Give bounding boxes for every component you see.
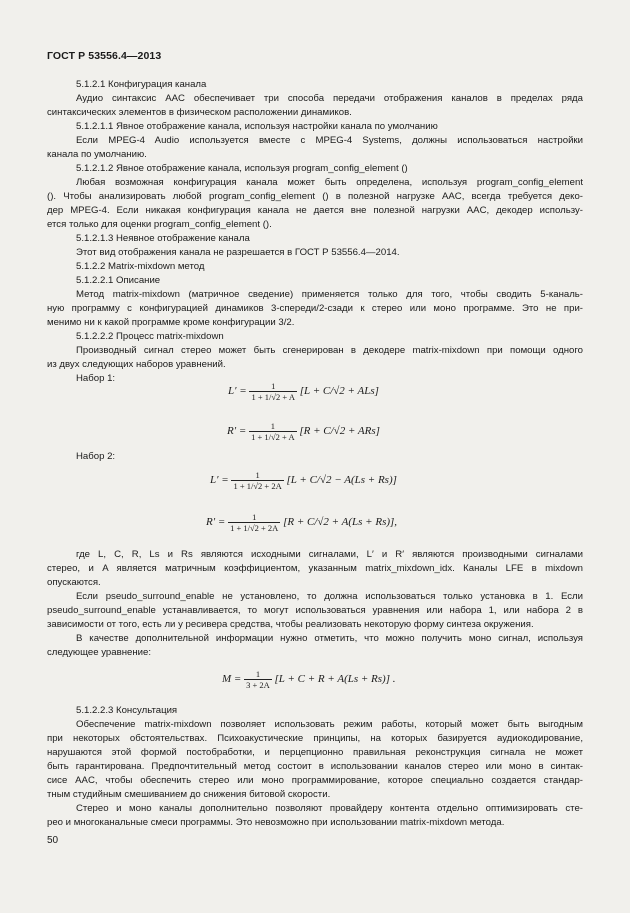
equation-body: [L + C/√2 − A(Ls + Rs)]: [286, 474, 397, 487]
section-heading: 5.1.2.2.3 Консультация: [76, 705, 178, 716]
paragraph-line: стерео, и A является матричным коэффициентом, указанным matrix_mixdown_idx. Каналы LFE в mixdown: [47, 563, 583, 574]
paragraph-line: Стерео и моно каналы дополнительно позволяют провайдеру контента отдельно оптимизировать сте-: [76, 803, 583, 814]
paragraph-line: следующее уравнение:: [47, 647, 151, 658]
equation-1: [228, 381, 379, 402]
paragraph-line: канала по умолчанию.: [47, 149, 147, 160]
section-heading: 5.1.2.1.2 Явное отображение канала, используя program_config_element (): [76, 163, 408, 174]
paragraph-line: ную программу с конфигурацией динамиков 3-спереди/2-сзади к стерео или моно программе. Это не при-: [47, 303, 583, 314]
section-heading: 5.1.2.1.1 Явное отображение канала, используя настройки канала по умолчанию: [76, 121, 438, 132]
fraction-denominator: 1 + 1/√2 + A: [251, 392, 295, 402]
equation-lhs: L′ =: [210, 474, 229, 487]
paragraph-line: Этот вид отображения канала не разрешается в ГОСТ Р 53556.4—2014.: [76, 247, 400, 258]
fraction-denominator: 1 + 1/√2 + 2A: [233, 481, 282, 491]
section-heading: 5.1.2.2.1 Описание: [76, 275, 161, 286]
paragraph-line: Если MPEG-4 Audio используется вместе с MPEG-4 Systems, должны использоваться настройки: [76, 135, 583, 146]
section-heading: 5.1.2.1.3 Неявное отображение канала: [76, 233, 250, 244]
paragraph-line: pseudo_surround_enable устанавливается, то могут использоваться уравнения или набора 1, или набора 2 в: [47, 605, 583, 616]
equation-body: [R + C/√2 + A(Ls + Rs)],: [283, 516, 398, 529]
equation-body: [L + C + R + A(Ls + Rs)] .: [274, 673, 396, 686]
paragraph-line: при некоторых обстоятельствах. Психоакустические принципы, на которых базируется аудиокодирование,: [47, 733, 583, 744]
paragraph-line: сисе AAC, чтобы обеспечить стерео или моно программирование, которое специально создается стандар-: [47, 775, 583, 786]
equation-lhs: R′ =: [206, 516, 226, 529]
paragraph-line: (). Чтобы анализировать любой program_config_element () в полезной нагрузке AAC, всегда требуется деко-: [47, 191, 583, 202]
paragraph-line: из двух следующих наборов уравнений.: [47, 359, 226, 370]
paragraph-line: В качестве дополнительной информации нужно отметить, что можно получить моно сигнал, используя: [76, 633, 583, 644]
paragraph-line: зависимости от того, есть ли у ресивера средства, чтобы реализовать некоторую форму синтеза окружения.: [47, 619, 534, 630]
paragraph-line: Аудио синтаксис AAC обеспечивает три способа передачи отображения каналов в пределах ряда: [76, 93, 583, 104]
fraction-denominator: 1 + 1/√2 + A: [251, 432, 295, 442]
page-number: 50: [47, 835, 59, 846]
equation-4: [206, 512, 397, 533]
paragraph-line: Метод matrix-mixdown (матричное сведение) применяется только для того, чтобы сводить 5-каналь-: [76, 289, 583, 300]
paragraph-line: ется только для оценки program_config_element ().: [47, 219, 272, 230]
paragraph-line: где L, C, R, Ls и Rs являются исходными сигналами, L′ и R′ являются производными сигналами: [76, 549, 583, 560]
fraction-numerator: 1: [271, 381, 276, 391]
paragraph-line: рео и многоканальные смеси программы. Это невозможно при использовании matrix-mixdown метода.: [47, 817, 505, 828]
paragraph-line: опускаются.: [47, 577, 101, 588]
equation-mono: [222, 669, 396, 690]
paragraph-line: менимо ни к какой программе кроме конфигурации 3/2.: [47, 317, 295, 328]
paragraph-line: Если pseudo_surround_enable не установлено, то должна использоваться только установка в 1. Если: [76, 591, 583, 602]
equation-lhs: M =: [222, 673, 242, 686]
paragraph-line: нарушаются этой формой постобработки, и перцепционно правильная реконструкция сигнала не может: [47, 747, 583, 758]
paragraph-line: дер MPEG-4. Если никакая конфигурация канала не дается вне полезной нагрузки AAC, декодер использу-: [47, 205, 583, 216]
paragraph-line: Обеспечение matrix-mixdown позволяет использовать режим работы, который может быть выгодным: [76, 719, 583, 730]
section-heading: 5.1.2.2 Matrix-mixdown метод: [76, 261, 205, 272]
paragraph-line: Любая возможная конфигурация канала может быть определена, используя program_config_element: [76, 177, 583, 188]
paragraph-line: синтаксических элементов в физическом расположении динамиков.: [47, 107, 352, 118]
fraction-numerator: 1: [270, 421, 275, 431]
paragraph-line: быть гарантирована. Предпочтительный метод состоит в использовании каналов стерео или моно в синтак-: [47, 761, 583, 772]
equation-lhs: R′ =: [227, 425, 247, 438]
fraction-denominator: 3 + 2A: [246, 680, 270, 690]
fraction-denominator: 1 + 1/√2 + 2A: [230, 523, 279, 533]
section-heading: 5.1.2.1 Конфигурация канала: [76, 79, 207, 90]
equation-body: [L + C/√2 + ALs]: [299, 385, 379, 398]
equation-body: [R + C/√2 + ARs]: [299, 425, 380, 438]
section-heading: 5.1.2.2.2 Процесс matrix-mixdown: [76, 331, 224, 342]
set-label: Набор 2:: [76, 451, 116, 462]
equation-lhs: L′ =: [228, 385, 247, 398]
fraction-numerator: 1: [252, 512, 257, 522]
page-header: ГОСТ Р 53556.4—2013: [47, 50, 162, 62]
equation-2: [227, 421, 380, 442]
fraction-numerator: 1: [255, 470, 260, 480]
paragraph-line: тным студийным смешиванием до снижения битовой скорости.: [47, 789, 331, 800]
equation-3: [210, 470, 397, 491]
set-label: Набор 1:: [76, 373, 116, 384]
paragraph-line: Производный сигнал стерео может быть сгенерирован в декодере matrix-mixdown при помощи одного: [76, 345, 583, 356]
fraction-numerator: 1: [255, 669, 261, 679]
